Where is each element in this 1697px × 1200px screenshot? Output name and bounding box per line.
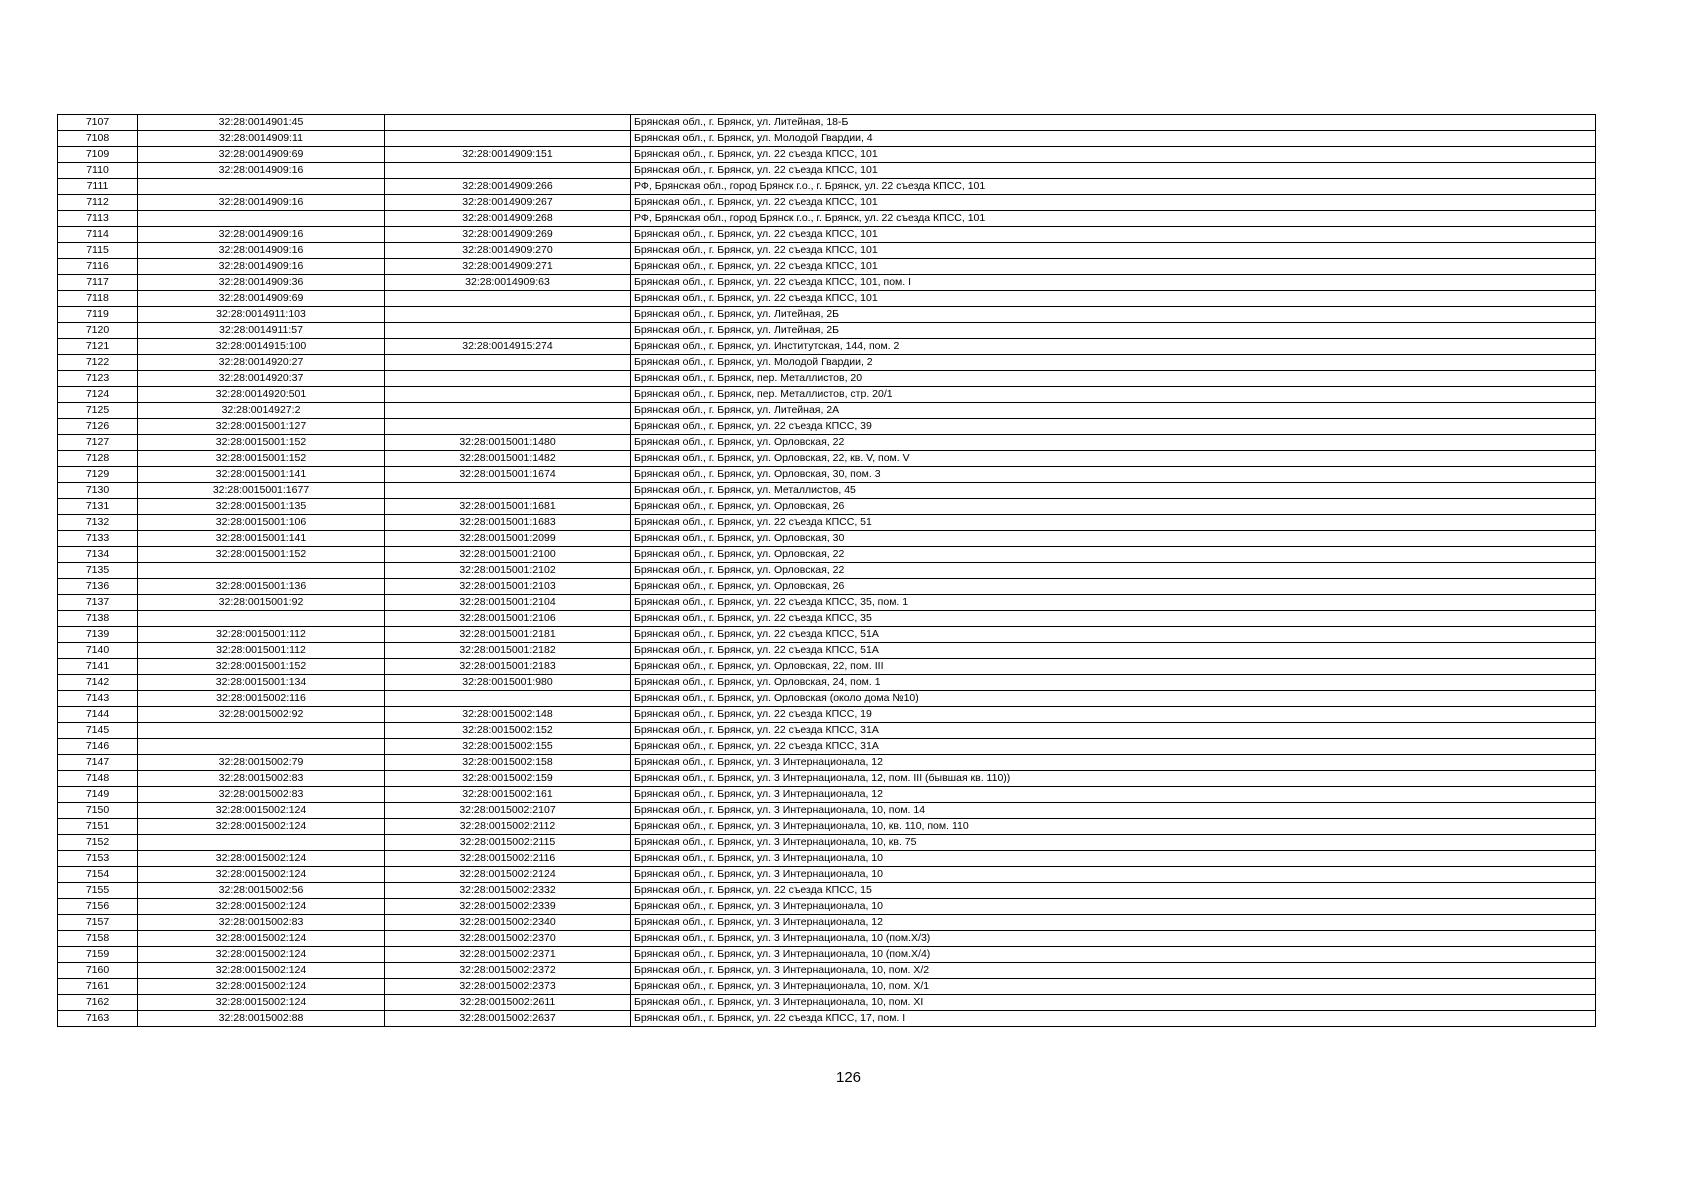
row-number-cell: 7133 bbox=[58, 531, 138, 547]
parcel-cadastral-number-cell: 32:28:0015001:152 bbox=[138, 451, 385, 467]
parcel-cadastral-number-cell: 32:28:0015001:134 bbox=[138, 675, 385, 691]
table-row bbox=[58, 915, 1596, 931]
object-cadastral-number-cell bbox=[385, 163, 631, 179]
row-number-cell: 7156 bbox=[58, 899, 138, 915]
object-cadastral-number-cell bbox=[385, 387, 631, 403]
object-cadastral-number-cell: 32:28:0015002:2116 bbox=[385, 851, 631, 867]
parcel-cadastral-number-cell: 32:28:0015001:152 bbox=[138, 659, 385, 675]
table-row bbox=[58, 771, 1596, 787]
object-cadastral-number-cell: 32:28:0014915:274 bbox=[385, 339, 631, 355]
table-row bbox=[58, 307, 1596, 323]
parcel-cadastral-number-cell: 32:28:0015002:83 bbox=[138, 771, 385, 787]
address-cell: Брянская обл., г. Брянск, ул. 3 Интернационала, 10 (пом.Х/4) bbox=[631, 947, 1596, 963]
table-row bbox=[58, 947, 1596, 963]
address-cell: Брянская обл., г. Брянск, ул. 22 съезда КПСС, 101 bbox=[631, 291, 1596, 307]
row-number-cell: 7129 bbox=[58, 467, 138, 483]
table-row bbox=[58, 739, 1596, 755]
table-row bbox=[58, 531, 1596, 547]
parcel-cadastral-number-cell bbox=[138, 723, 385, 739]
object-cadastral-number-cell: 32:28:0015002:161 bbox=[385, 787, 631, 803]
object-cadastral-number-cell bbox=[385, 307, 631, 323]
object-cadastral-number-cell: 32:28:0015001:1683 bbox=[385, 515, 631, 531]
parcel-cadastral-number-cell: 32:28:0014909:16 bbox=[138, 243, 385, 259]
table-row bbox=[58, 243, 1596, 259]
parcel-cadastral-number-cell: 32:28:0015002:124 bbox=[138, 851, 385, 867]
table-row bbox=[58, 115, 1596, 131]
object-cadastral-number-cell bbox=[385, 483, 631, 499]
row-number-cell: 7132 bbox=[58, 515, 138, 531]
row-number-cell: 7158 bbox=[58, 931, 138, 947]
parcel-cadastral-number-cell: 32:28:0015002:124 bbox=[138, 803, 385, 819]
row-number-cell: 7110 bbox=[58, 163, 138, 179]
parcel-cadastral-number-cell: 32:28:0015002:124 bbox=[138, 947, 385, 963]
row-number-cell: 7119 bbox=[58, 307, 138, 323]
row-number-cell: 7155 bbox=[58, 883, 138, 899]
object-cadastral-number-cell: 32:28:0015001:2183 bbox=[385, 659, 631, 675]
row-number-cell: 7150 bbox=[58, 803, 138, 819]
table-row bbox=[58, 579, 1596, 595]
address-cell: Брянская обл., г. Брянск, ул. 22 съезда КПСС, 19 bbox=[631, 707, 1596, 723]
parcel-cadastral-number-cell: 32:28:0015002:83 bbox=[138, 787, 385, 803]
row-number-cell: 7124 bbox=[58, 387, 138, 403]
table-row bbox=[58, 963, 1596, 979]
table-row bbox=[58, 643, 1596, 659]
object-cadastral-number-cell: 32:28:0015002:2371 bbox=[385, 947, 631, 963]
parcel-cadastral-number-cell: 32:28:0015002:124 bbox=[138, 867, 385, 883]
object-cadastral-number-cell: 32:28:0015002:152 bbox=[385, 723, 631, 739]
object-cadastral-number-cell bbox=[385, 419, 631, 435]
table-row bbox=[58, 275, 1596, 291]
address-cell: Брянская обл., г. Брянск, ул. 3 Интернационала, 12, пом. III (бывшая кв. 110)) bbox=[631, 771, 1596, 787]
table-row bbox=[58, 179, 1596, 195]
registry-table-body bbox=[58, 115, 1596, 1027]
table-row bbox=[58, 851, 1596, 867]
address-cell: Брянская обл., г. Брянск, ул. Литейная, 18-Б bbox=[631, 115, 1596, 131]
parcel-cadastral-number-cell: 32:28:0015001:141 bbox=[138, 467, 385, 483]
object-cadastral-number-cell: 32:28:0015001:2099 bbox=[385, 531, 631, 547]
address-cell: Брянская обл., г. Брянск, ул. 22 съезда КПСС, 35 bbox=[631, 611, 1596, 627]
table-row bbox=[58, 435, 1596, 451]
row-number-cell: 7144 bbox=[58, 707, 138, 723]
object-cadastral-number-cell: 32:28:0015002:158 bbox=[385, 755, 631, 771]
parcel-cadastral-number-cell: 32:28:0015002:124 bbox=[138, 899, 385, 915]
address-cell: Брянская обл., г. Брянск, ул. Орловская, 30 bbox=[631, 531, 1596, 547]
object-cadastral-number-cell: 32:28:0015001:980 bbox=[385, 675, 631, 691]
address-cell: Брянская обл., г. Брянск, ул. 3 Интернационала, 12 bbox=[631, 787, 1596, 803]
row-number-cell: 7134 bbox=[58, 547, 138, 563]
object-cadastral-number-cell bbox=[385, 691, 631, 707]
table-row bbox=[58, 707, 1596, 723]
row-number-cell: 7151 bbox=[58, 819, 138, 835]
address-cell: Брянская обл., г. Брянск, ул. 22 съезда КПСС, 101 bbox=[631, 243, 1596, 259]
parcel-cadastral-number-cell: 32:28:0015002:124 bbox=[138, 931, 385, 947]
address-cell: Брянская обл., г. Брянск, ул. Литейная, 2А bbox=[631, 403, 1596, 419]
parcel-cadastral-number-cell: 32:28:0014911:57 bbox=[138, 323, 385, 339]
parcel-cadastral-number-cell: 32:28:0015001:135 bbox=[138, 499, 385, 515]
row-number-cell: 7117 bbox=[58, 275, 138, 291]
table-row bbox=[58, 867, 1596, 883]
parcel-cadastral-number-cell: 32:28:0015002:92 bbox=[138, 707, 385, 723]
object-cadastral-number-cell: 32:28:0014909:270 bbox=[385, 243, 631, 259]
parcel-cadastral-number-cell: 32:28:0014909:16 bbox=[138, 259, 385, 275]
table-row bbox=[58, 595, 1596, 611]
object-cadastral-number-cell: 32:28:0015002:159 bbox=[385, 771, 631, 787]
table-row bbox=[58, 403, 1596, 419]
address-cell: Брянская обл., г. Брянск, ул. 3 Интернационала, 10 bbox=[631, 899, 1596, 915]
parcel-cadastral-number-cell: 32:28:0015002:124 bbox=[138, 979, 385, 995]
table-row bbox=[58, 691, 1596, 707]
parcel-cadastral-number-cell: 32:28:0014909:11 bbox=[138, 131, 385, 147]
row-number-cell: 7149 bbox=[58, 787, 138, 803]
row-number-cell: 7112 bbox=[58, 195, 138, 211]
object-cadastral-number-cell: 32:28:0015002:2124 bbox=[385, 867, 631, 883]
address-cell: Брянская обл., г. Брянск, ул. Молодой Гвардии, 4 bbox=[631, 131, 1596, 147]
table-row bbox=[58, 371, 1596, 387]
row-number-cell: 7160 bbox=[58, 963, 138, 979]
object-cadastral-number-cell: 32:28:0015001:2103 bbox=[385, 579, 631, 595]
address-cell: Брянская обл., г. Брянск, ул. 3 Интернационала, 10, кв. 75 bbox=[631, 835, 1596, 851]
parcel-cadastral-number-cell: 32:28:0014911:103 bbox=[138, 307, 385, 323]
row-number-cell: 7162 bbox=[58, 995, 138, 1011]
object-cadastral-number-cell: 32:28:0015002:2372 bbox=[385, 963, 631, 979]
table-row bbox=[58, 787, 1596, 803]
table-row bbox=[58, 387, 1596, 403]
row-number-cell: 7130 bbox=[58, 483, 138, 499]
parcel-cadastral-number-cell: 32:28:0015001:112 bbox=[138, 627, 385, 643]
parcel-cadastral-number-cell: 32:28:0014927:2 bbox=[138, 403, 385, 419]
parcel-cadastral-number-cell: 32:28:0015001:1677 bbox=[138, 483, 385, 499]
address-cell: Брянская обл., г. Брянск, ул. 22 съезда КПСС, 17, пом. I bbox=[631, 1011, 1596, 1027]
address-cell: Брянская обл., г. Брянск, ул. 22 съезда КПСС, 35, пом. 1 bbox=[631, 595, 1596, 611]
row-number-cell: 7143 bbox=[58, 691, 138, 707]
address-cell: Брянская обл., г. Брянск, ул. Орловская, 22, пом. III bbox=[631, 659, 1596, 675]
parcel-cadastral-number-cell: 32:28:0014901:45 bbox=[138, 115, 385, 131]
table-row bbox=[58, 339, 1596, 355]
parcel-cadastral-number-cell: 32:28:0015001:106 bbox=[138, 515, 385, 531]
address-cell: Брянская обл., г. Брянск, ул. 22 съезда КПСС, 31А bbox=[631, 723, 1596, 739]
row-number-cell: 7131 bbox=[58, 499, 138, 515]
address-cell: РФ, Брянская обл., город Брянск г.о., г. Брянск, ул. 22 съезда КПСС, 101 bbox=[631, 179, 1596, 195]
table-row bbox=[58, 755, 1596, 771]
table-row bbox=[58, 803, 1596, 819]
address-cell: Брянская обл., г. Брянск, ул. 3 Интернационала, 10, пом. XI bbox=[631, 995, 1596, 1011]
row-number-cell: 7154 bbox=[58, 867, 138, 883]
parcel-cadastral-number-cell: 32:28:0014909:69 bbox=[138, 291, 385, 307]
table-row bbox=[58, 195, 1596, 211]
row-number-cell: 7128 bbox=[58, 451, 138, 467]
address-cell: Брянская обл., г. Брянск, ул. 22 съезда КПСС, 15 bbox=[631, 883, 1596, 899]
address-cell: Брянская обл., г. Брянск, ул. Молодой Гвардии, 2 bbox=[631, 355, 1596, 371]
object-cadastral-number-cell: 32:28:0015001:2104 bbox=[385, 595, 631, 611]
object-cadastral-number-cell bbox=[385, 131, 631, 147]
row-number-cell: 7152 bbox=[58, 835, 138, 851]
object-cadastral-number-cell bbox=[385, 323, 631, 339]
table-row bbox=[58, 995, 1596, 1011]
row-number-cell: 7138 bbox=[58, 611, 138, 627]
parcel-cadastral-number-cell bbox=[138, 563, 385, 579]
parcel-cadastral-number-cell: 32:28:0015001:152 bbox=[138, 547, 385, 563]
address-cell: Брянская обл., г. Брянск, ул. Институтская, 144, пом. 2 bbox=[631, 339, 1596, 355]
table-row bbox=[58, 259, 1596, 275]
row-number-cell: 7148 bbox=[58, 771, 138, 787]
table-row bbox=[58, 979, 1596, 995]
object-cadastral-number-cell bbox=[385, 115, 631, 131]
object-cadastral-number-cell: 32:28:0015002:2339 bbox=[385, 899, 631, 915]
page-number: 126 bbox=[835, 1069, 862, 1086]
row-number-cell: 7146 bbox=[58, 739, 138, 755]
address-cell: Брянская обл., г. Брянск, ул. 22 съезда КПСС, 101 bbox=[631, 147, 1596, 163]
table-row bbox=[58, 467, 1596, 483]
parcel-cadastral-number-cell: 32:28:0015001:136 bbox=[138, 579, 385, 595]
row-number-cell: 7111 bbox=[58, 179, 138, 195]
table-row bbox=[58, 323, 1596, 339]
parcel-cadastral-number-cell: 32:28:0015001:127 bbox=[138, 419, 385, 435]
address-cell: Брянская обл., г. Брянск, ул. 3 Интернационала, 10, кв. 110, пом. 110 bbox=[631, 819, 1596, 835]
object-cadastral-number-cell: 32:28:0015002:2332 bbox=[385, 883, 631, 899]
table-row bbox=[58, 819, 1596, 835]
parcel-cadastral-number-cell: 32:28:0014920:501 bbox=[138, 387, 385, 403]
table-row bbox=[58, 883, 1596, 899]
table-row bbox=[58, 563, 1596, 579]
table-row bbox=[58, 547, 1596, 563]
row-number-cell: 7126 bbox=[58, 419, 138, 435]
parcel-cadastral-number-cell: 32:28:0014909:69 bbox=[138, 147, 385, 163]
table-row bbox=[58, 227, 1596, 243]
address-cell: Брянская обл., г. Брянск, ул. 22 съезда КПСС, 31А bbox=[631, 739, 1596, 755]
address-cell: Брянская обл., г. Брянск, ул. 3 Интернационала, 12 bbox=[631, 915, 1596, 931]
parcel-cadastral-number-cell: 32:28:0014920:37 bbox=[138, 371, 385, 387]
parcel-cadastral-number-cell: 32:28:0015002:79 bbox=[138, 755, 385, 771]
object-cadastral-number-cell: 32:28:0015001:1482 bbox=[385, 451, 631, 467]
row-number-cell: 7136 bbox=[58, 579, 138, 595]
object-cadastral-number-cell: 32:28:0015002:2373 bbox=[385, 979, 631, 995]
row-number-cell: 7114 bbox=[58, 227, 138, 243]
table-row bbox=[58, 723, 1596, 739]
object-cadastral-number-cell: 32:28:0015001:2100 bbox=[385, 547, 631, 563]
parcel-cadastral-number-cell: 32:28:0015001:141 bbox=[138, 531, 385, 547]
table-row bbox=[58, 627, 1596, 643]
parcel-cadastral-number-cell: 32:28:0015002:88 bbox=[138, 1011, 385, 1027]
parcel-cadastral-number-cell bbox=[138, 739, 385, 755]
table-row bbox=[58, 211, 1596, 227]
row-number-cell: 7116 bbox=[58, 259, 138, 275]
row-number-cell: 7123 bbox=[58, 371, 138, 387]
object-cadastral-number-cell: 32:28:0015002:2107 bbox=[385, 803, 631, 819]
row-number-cell: 7142 bbox=[58, 675, 138, 691]
object-cadastral-number-cell bbox=[385, 403, 631, 419]
parcel-cadastral-number-cell: 32:28:0015001:112 bbox=[138, 643, 385, 659]
address-cell: Брянская обл., г. Брянск, ул. Орловская, 22, кв. V, пом. V bbox=[631, 451, 1596, 467]
address-cell: Брянская обл., г. Брянск, ул. 22 съезда КПСС, 51 bbox=[631, 515, 1596, 531]
object-cadastral-number-cell: 32:28:0015001:2181 bbox=[385, 627, 631, 643]
row-number-cell: 7107 bbox=[58, 115, 138, 131]
row-number-cell: 7125 bbox=[58, 403, 138, 419]
object-cadastral-number-cell: 32:28:0015001:1674 bbox=[385, 467, 631, 483]
parcel-cadastral-number-cell: 32:28:0014909:36 bbox=[138, 275, 385, 291]
table-row bbox=[58, 1011, 1596, 1027]
address-cell: Брянская обл., г. Брянск, ул. 3 Интернационала, 10, пом. Х/2 bbox=[631, 963, 1596, 979]
row-number-cell: 7161 bbox=[58, 979, 138, 995]
object-cadastral-number-cell: 32:28:0015002:2112 bbox=[385, 819, 631, 835]
object-cadastral-number-cell: 32:28:0015002:155 bbox=[385, 739, 631, 755]
address-cell: Брянская обл., г. Брянск, ул. 3 Интернационала, 10 bbox=[631, 851, 1596, 867]
table-row bbox=[58, 515, 1596, 531]
object-cadastral-number-cell: 32:28:0015001:2182 bbox=[385, 643, 631, 659]
table-row bbox=[58, 147, 1596, 163]
address-cell: Брянская обл., г. Брянск, пер. Металлистов, 20 bbox=[631, 371, 1596, 387]
address-cell: Брянская обл., г. Брянск, ул. 3 Интернационала, 10, пом. 14 bbox=[631, 803, 1596, 819]
address-cell: Брянская обл., г. Брянск, пер. Металлистов, стр. 20/1 bbox=[631, 387, 1596, 403]
object-cadastral-number-cell: 32:28:0015002:2637 bbox=[385, 1011, 631, 1027]
address-cell: Брянская обл., г. Брянск, ул. Орловская, 24, пом. 1 bbox=[631, 675, 1596, 691]
parcel-cadastral-number-cell: 32:28:0015001:92 bbox=[138, 595, 385, 611]
row-number-cell: 7108 bbox=[58, 131, 138, 147]
address-cell: Брянская обл., г. Брянск, ул. 3 Интернационала, 10 bbox=[631, 867, 1596, 883]
address-cell: Брянская обл., г. Брянск, ул. 22 съезда КПСС, 39 bbox=[631, 419, 1596, 435]
parcel-cadastral-number-cell: 32:28:0014915:100 bbox=[138, 339, 385, 355]
parcel-cadastral-number-cell: 32:28:0015002:56 bbox=[138, 883, 385, 899]
row-number-cell: 7145 bbox=[58, 723, 138, 739]
row-number-cell: 7147 bbox=[58, 755, 138, 771]
row-number-cell: 7109 bbox=[58, 147, 138, 163]
object-cadastral-number-cell: 32:28:0014909:271 bbox=[385, 259, 631, 275]
row-number-cell: 7135 bbox=[58, 563, 138, 579]
address-cell: Брянская обл., г. Брянск, ул. 22 съезда КПСС, 51А bbox=[631, 643, 1596, 659]
object-cadastral-number-cell: 32:28:0015001:2106 bbox=[385, 611, 631, 627]
row-number-cell: 7127 bbox=[58, 435, 138, 451]
address-cell: Брянская обл., г. Брянск, ул. Орловская, 22 bbox=[631, 563, 1596, 579]
row-number-cell: 7122 bbox=[58, 355, 138, 371]
table-row bbox=[58, 835, 1596, 851]
address-cell: Брянская обл., г. Брянск, ул. Орловская, 22 bbox=[631, 547, 1596, 563]
address-cell: Брянская обл., г. Брянск, ул. Орловская, 22 bbox=[631, 435, 1596, 451]
address-cell: РФ, Брянская обл., город Брянск г.о., г. Брянск, ул. 22 съезда КПСС, 101 bbox=[631, 211, 1596, 227]
parcel-cadastral-number-cell bbox=[138, 835, 385, 851]
object-cadastral-number-cell: 32:28:0015002:2611 bbox=[385, 995, 631, 1011]
table-row bbox=[58, 499, 1596, 515]
object-cadastral-number-cell: 32:28:0014909:63 bbox=[385, 275, 631, 291]
row-number-cell: 7121 bbox=[58, 339, 138, 355]
object-cadastral-number-cell bbox=[385, 355, 631, 371]
row-number-cell: 7115 bbox=[58, 243, 138, 259]
object-cadastral-number-cell: 32:28:0015001:1480 bbox=[385, 435, 631, 451]
registry-table bbox=[57, 114, 1596, 1027]
address-cell: Брянская обл., г. Брянск, ул. 22 съезда КПСС, 101 bbox=[631, 163, 1596, 179]
address-cell: Брянская обл., г. Брянск, ул. Орловская, 30, пом. 3 bbox=[631, 467, 1596, 483]
table-row bbox=[58, 931, 1596, 947]
object-cadastral-number-cell: 32:28:0015002:2370 bbox=[385, 931, 631, 947]
row-number-cell: 7139 bbox=[58, 627, 138, 643]
object-cadastral-number-cell: 32:28:0014909:151 bbox=[385, 147, 631, 163]
parcel-cadastral-number-cell: 32:28:0014909:16 bbox=[138, 195, 385, 211]
object-cadastral-number-cell: 32:28:0014909:269 bbox=[385, 227, 631, 243]
table-row bbox=[58, 675, 1596, 691]
row-number-cell: 7137 bbox=[58, 595, 138, 611]
object-cadastral-number-cell bbox=[385, 291, 631, 307]
address-cell: Брянская обл., г. Брянск, ул. 22 съезда КПСС, 101 bbox=[631, 227, 1596, 243]
parcel-cadastral-number-cell: 32:28:0014909:16 bbox=[138, 227, 385, 243]
object-cadastral-number-cell: 32:28:0015001:1681 bbox=[385, 499, 631, 515]
row-number-cell: 7141 bbox=[58, 659, 138, 675]
table-row bbox=[58, 419, 1596, 435]
row-number-cell: 7153 bbox=[58, 851, 138, 867]
address-cell: Брянская обл., г. Брянск, ул. 22 съезда КПСС, 101, пом. I bbox=[631, 275, 1596, 291]
row-number-cell: 7157 bbox=[58, 915, 138, 931]
row-number-cell: 7140 bbox=[58, 643, 138, 659]
table-row bbox=[58, 131, 1596, 147]
parcel-cadastral-number-cell: 32:28:0015001:152 bbox=[138, 435, 385, 451]
object-cadastral-number-cell: 32:28:0014909:267 bbox=[385, 195, 631, 211]
address-cell: Брянская обл., г. Брянск, ул. Литейная, 2Б bbox=[631, 323, 1596, 339]
table-row bbox=[58, 451, 1596, 467]
parcel-cadastral-number-cell bbox=[138, 211, 385, 227]
parcel-cadastral-number-cell: 32:28:0015002:124 bbox=[138, 963, 385, 979]
object-cadastral-number-cell: 32:28:0014909:266 bbox=[385, 179, 631, 195]
object-cadastral-number-cell: 32:28:0014909:268 bbox=[385, 211, 631, 227]
parcel-cadastral-number-cell: 32:28:0015002:116 bbox=[138, 691, 385, 707]
table-row bbox=[58, 291, 1596, 307]
parcel-cadastral-number-cell: 32:28:0014920:27 bbox=[138, 355, 385, 371]
row-number-cell: 7113 bbox=[58, 211, 138, 227]
parcel-cadastral-number-cell: 32:28:0015002:83 bbox=[138, 915, 385, 931]
table-row bbox=[58, 483, 1596, 499]
row-number-cell: 7120 bbox=[58, 323, 138, 339]
table-row bbox=[58, 355, 1596, 371]
table-row bbox=[58, 659, 1596, 675]
object-cadastral-number-cell: 32:28:0015002:2115 bbox=[385, 835, 631, 851]
object-cadastral-number-cell: 32:28:0015001:2102 bbox=[385, 563, 631, 579]
address-cell: Брянская обл., г. Брянск, ул. Орловская (около дома №10) bbox=[631, 691, 1596, 707]
row-number-cell: 7163 bbox=[58, 1011, 138, 1027]
address-cell: Брянская обл., г. Брянск, ул. 22 съезда КПСС, 101 bbox=[631, 259, 1596, 275]
address-cell: Брянская обл., г. Брянск, ул. Литейная, 2Б bbox=[631, 307, 1596, 323]
address-cell: Брянская обл., г. Брянск, ул. 3 Интернационала, 10 (пом.Х/3) bbox=[631, 931, 1596, 947]
table-row bbox=[58, 163, 1596, 179]
table-row bbox=[58, 611, 1596, 627]
parcel-cadastral-number-cell: 32:28:0014909:16 bbox=[138, 163, 385, 179]
table-row bbox=[58, 899, 1596, 915]
address-cell: Брянская обл., г. Брянск, ул. 3 Интернационала, 12 bbox=[631, 755, 1596, 771]
parcel-cadastral-number-cell: 32:28:0015002:124 bbox=[138, 819, 385, 835]
address-cell: Брянская обл., г. Брянск, ул. 22 съезда КПСС, 51А bbox=[631, 627, 1596, 643]
address-cell: Брянская обл., г. Брянск, ул. Орловская, 26 bbox=[631, 499, 1596, 515]
parcel-cadastral-number-cell: 32:28:0015002:124 bbox=[138, 995, 385, 1011]
address-cell: Брянская обл., г. Брянск, ул. 22 съезда КПСС, 101 bbox=[631, 195, 1596, 211]
address-cell: Брянская обл., г. Брянск, ул. Орловская, 26 bbox=[631, 579, 1596, 595]
address-cell: Брянская обл., г. Брянск, ул. Металлистов, 45 bbox=[631, 483, 1596, 499]
object-cadastral-number-cell bbox=[385, 371, 631, 387]
row-number-cell: 7159 bbox=[58, 947, 138, 963]
row-number-cell: 7118 bbox=[58, 291, 138, 307]
parcel-cadastral-number-cell bbox=[138, 611, 385, 627]
object-cadastral-number-cell: 32:28:0015002:148 bbox=[385, 707, 631, 723]
object-cadastral-number-cell: 32:28:0015002:2340 bbox=[385, 915, 631, 931]
address-cell: Брянская обл., г. Брянск, ул. 3 Интернационала, 10, пом. Х/1 bbox=[631, 979, 1596, 995]
parcel-cadastral-number-cell bbox=[138, 179, 385, 195]
